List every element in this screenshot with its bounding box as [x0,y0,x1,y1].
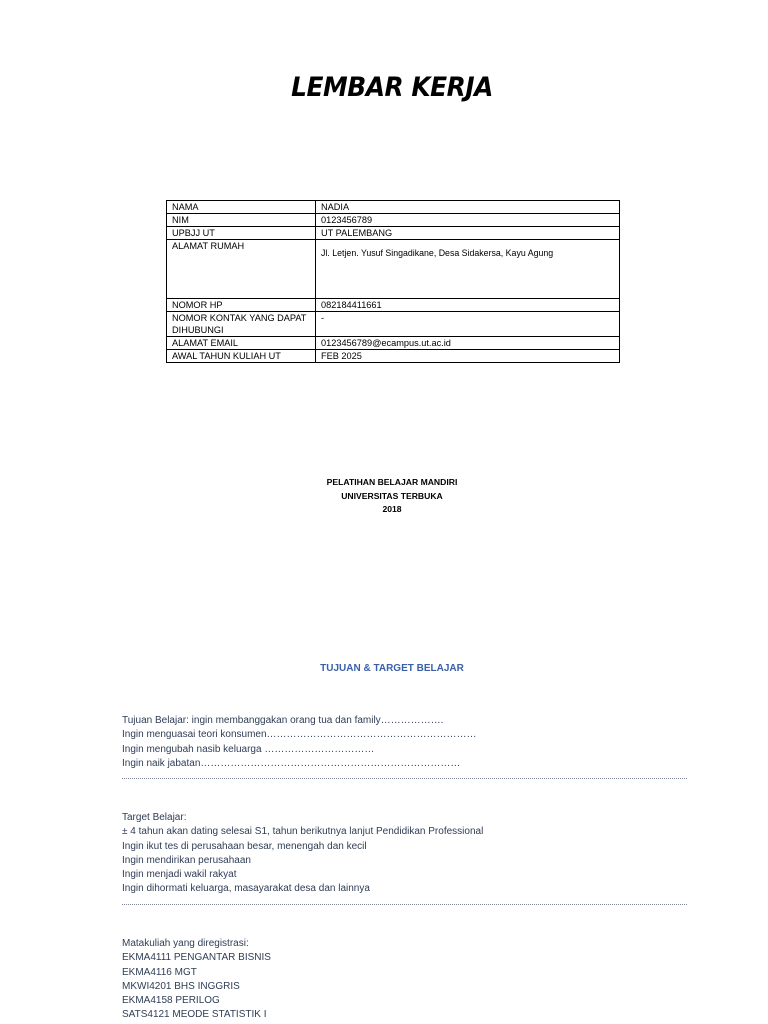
info-row-nomor-kontak [167,312,620,337]
target-line: Ingin dihormati keluarga, masayarakat desa dan lainnya [122,883,370,895]
info-label: NAMA [167,201,316,214]
info-value: NADIA [316,201,620,214]
info-row-awal-tahun [167,350,620,363]
page-title: LEMBAR KERJA [291,72,493,103]
info-row-nama [167,201,620,214]
info-row-nim [167,214,620,227]
goal-line: Ingin mengubah nasib keluarga …………………………… [122,743,375,755]
info-label: NOMOR KONTAK YANG DAPAT DIHUBUNGI [167,312,316,337]
info-row-nomor-hp [167,299,620,312]
course-item: EKMA4158 PERILOG [122,995,220,1007]
info-row-alamat-email [167,337,620,350]
student-info-table [166,200,620,363]
program-line: UNIVERSITAS TERBUKA [341,490,443,501]
section-heading: TUJUAN & TARGET BELAJAR [320,663,464,674]
registered-courses [122,937,692,1023]
course-item: SATS4121 MEODE STATISTIK I [122,1009,267,1021]
program-line: PELATIHAN BELAJAR MANDIRI [326,477,458,487]
course-item: EKMA4116 MGT [122,966,197,978]
dotted-separator [122,897,687,905]
target-line: ± 4 tahun akan dating selesai S1, tahun berikutnya lanjut Pendidikan Professional [122,826,484,838]
learning-goals [122,714,692,779]
course-item: EKMA4111 PENGANTAR BISNIS [122,952,271,964]
info-label: ALAMAT EMAIL [167,337,316,350]
info-value: 082184411661 [316,299,620,312]
target-line: Ingin menjadi wakil rakyat [122,869,237,881]
info-value: - [316,312,620,337]
info-label: ALAMAT RUMAH [167,240,316,299]
program-heading [0,476,768,517]
goal-line: Ingin naik jabatan…………………………………………………………………… [122,757,461,769]
info-label: NOMOR HP [167,299,316,312]
info-row-alamat-rumah [167,240,620,299]
goal-line: Tujuan Belajar: ingin membanggakan orang tua dan family………………. [122,715,444,726]
info-label: UPBJJ UT [167,227,316,240]
course-item: MKWI4201 BHS INGGRIS [122,980,240,992]
info-row-upbjj [167,227,620,240]
info-value: 0123456789@ecampus.ut.ac.id [316,337,620,350]
info-label: AWAL TAHUN KULIAH UT [167,350,316,363]
info-label: NIM [167,214,316,227]
target-line: Ingin mendirikan perusahaan [122,854,251,866]
program-year: 2018 [382,504,402,514]
info-value: Jl. Letjen. Yusuf Singadikane, Desa Sidakersa, Kayu Agung [316,240,620,299]
courses-heading: Matakuliah yang diregistrasi: [122,938,249,949]
target-heading: Target Belajar: [122,812,187,823]
goal-line: Ingin menguasai teori konsumen……………………………………………………… [122,729,477,741]
info-value: 0123456789 [316,214,620,227]
learning-targets [122,811,692,905]
info-value: UT PALEMBANG [316,227,620,240]
info-value: FEB 2025 [316,350,620,363]
target-line: Ingin ikut tes di perusahaan besar, menengah dan kecil [122,840,367,852]
dotted-separator [122,771,687,779]
